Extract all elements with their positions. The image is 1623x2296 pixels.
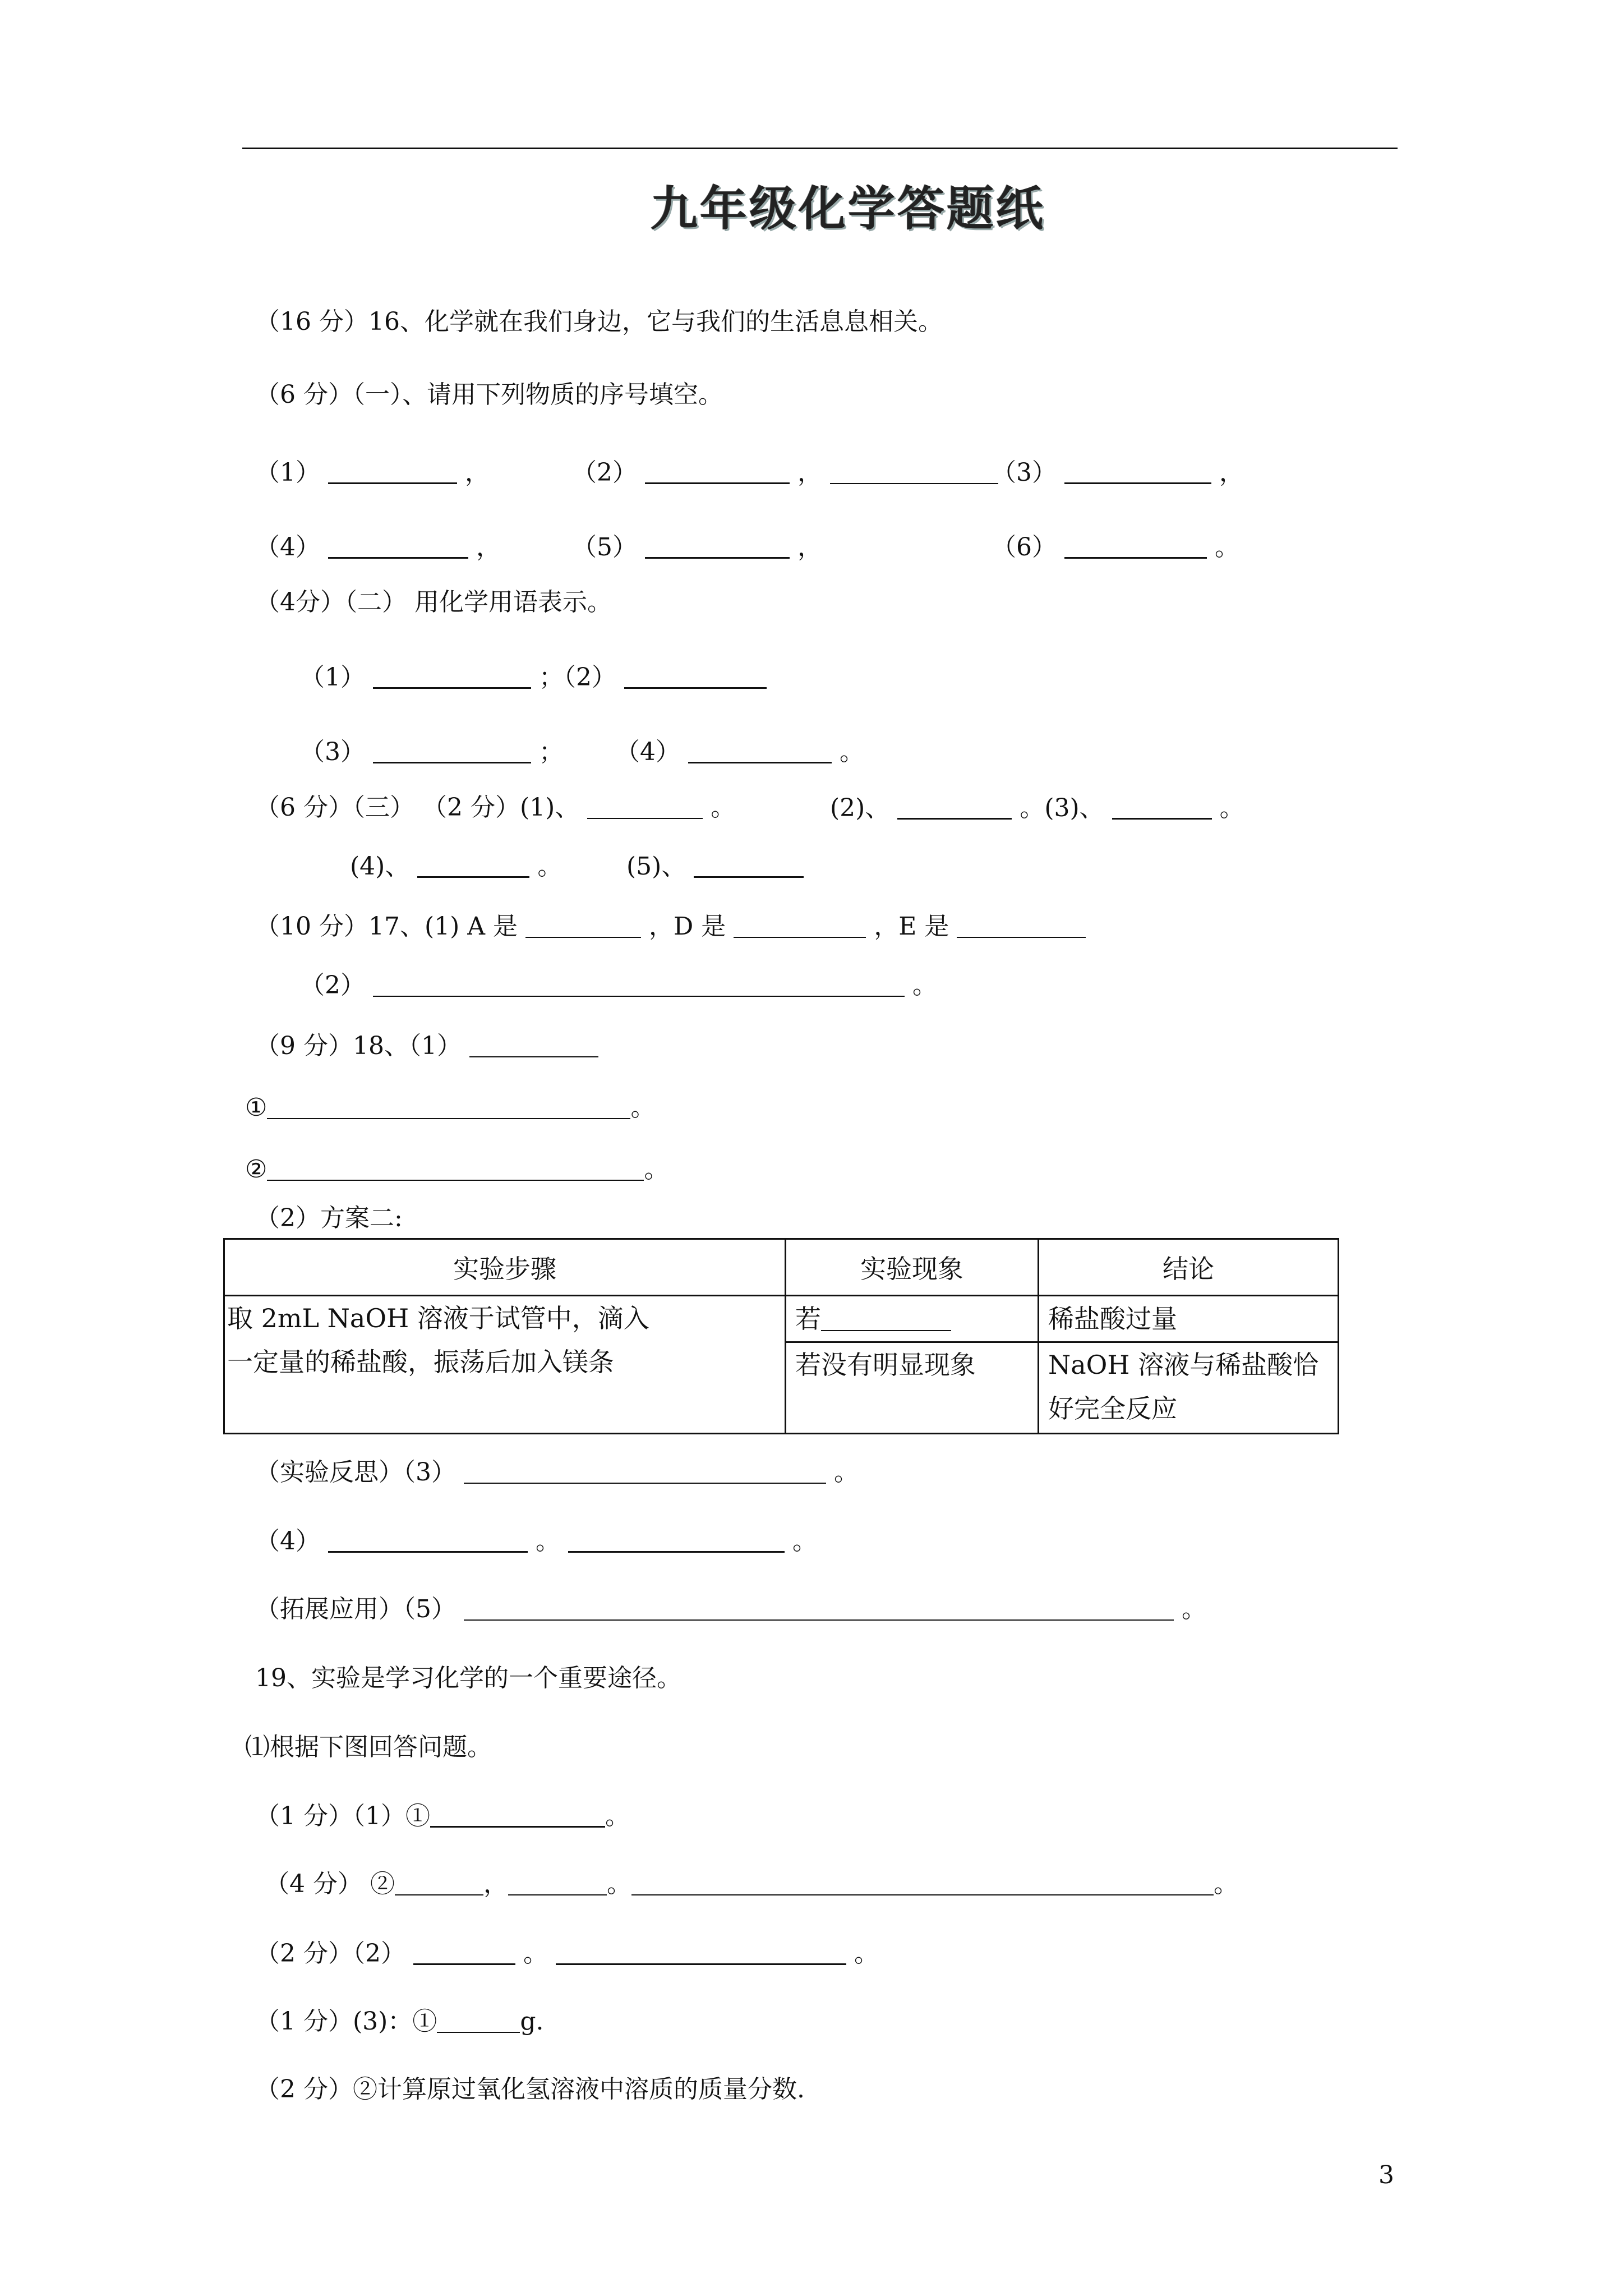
q16-line5: (4)、 。 bbox=[350, 852, 562, 881]
phenomenon-2: 若没有明显现象 bbox=[786, 1342, 1039, 1434]
answer-blank-18-1[interactable] bbox=[469, 1034, 598, 1057]
table-header-row bbox=[224, 1239, 1339, 1296]
q16-part2-heading: （4分）（二） 用化学用语表示。 bbox=[255, 588, 612, 616]
answer-blank-phenomenon[interactable] bbox=[821, 1308, 951, 1331]
answer-blank-4[interactable] bbox=[328, 535, 468, 559]
answer-blank-6[interactable] bbox=[1064, 535, 1207, 559]
answer-blank-13[interactable] bbox=[1112, 795, 1212, 820]
header-phenomena: 实验现象 bbox=[786, 1239, 1039, 1296]
q16-line1c: （3） ， bbox=[992, 458, 1244, 487]
answer-blank-17d[interactable] bbox=[734, 914, 866, 938]
answer-blank-18-3[interactable] bbox=[464, 1460, 826, 1484]
answer-blank-17e[interactable] bbox=[957, 914, 1086, 938]
q16-heading: （16 分）16、化学就在我们身边，它与我们的生活息息相关。 bbox=[255, 307, 943, 336]
answer-blank-18-c2[interactable] bbox=[267, 1157, 644, 1181]
q19-line3: （2 分）（2） 。 。 bbox=[255, 1939, 879, 1968]
q19-line2: （4 分） ② ， 。 。 bbox=[265, 1870, 1238, 1898]
q19-line1: （1 分）（1）① 。 bbox=[255, 1802, 630, 1830]
q18-plan-heading: （2）方案二: bbox=[255, 1204, 403, 1232]
q19-line4: （1 分）(3)：① g. bbox=[255, 2007, 544, 2036]
q16-part1-heading: （6 分）（一）、请用下列物质的序号填空。 bbox=[255, 380, 723, 409]
answer-blank-8[interactable] bbox=[624, 665, 767, 689]
answer-blank-12[interactable] bbox=[897, 795, 1012, 820]
answer-blank-19-2a[interactable] bbox=[395, 1872, 483, 1895]
answer-blank-2a[interactable] bbox=[645, 460, 790, 484]
answer-blank-5[interactable] bbox=[645, 535, 790, 559]
q16-line2: （4） ， bbox=[255, 533, 501, 562]
q16-line4: （3） ； bbox=[300, 738, 564, 766]
q18-reflection: （实验反思）（3） 。 bbox=[255, 1458, 859, 1487]
answer-blank-11[interactable] bbox=[587, 795, 703, 819]
answer-blank-7[interactable] bbox=[373, 665, 531, 689]
q18-line4: （4） 。 。 bbox=[255, 1527, 817, 1556]
conclusion-1: 稀盐酸过量 bbox=[1039, 1296, 1339, 1342]
q18-line1: （9 分）18、（1） bbox=[255, 1034, 598, 1059]
answer-blank-1[interactable] bbox=[328, 460, 457, 484]
q16-line1b: （2） ， bbox=[572, 460, 998, 485]
answer-blank-17-2[interactable] bbox=[373, 973, 905, 997]
answer-blank-17a[interactable] bbox=[525, 914, 641, 938]
q16-line1: （1） ， bbox=[255, 458, 490, 487]
answer-blank-18-5[interactable] bbox=[464, 1597, 1174, 1621]
answer-blank-3[interactable] bbox=[1064, 460, 1211, 484]
header-rule bbox=[242, 148, 1398, 149]
answer-blank-18-4a[interactable] bbox=[328, 1529, 528, 1553]
q16-line2b: （5） ， bbox=[572, 533, 822, 562]
answer-blank-18-4b[interactable] bbox=[568, 1529, 785, 1553]
answer-blank-2b[interactable] bbox=[830, 461, 998, 484]
answer-blank-19-2b[interactable] bbox=[508, 1872, 607, 1895]
q16-line4b: （4） 。 bbox=[615, 738, 864, 766]
answer-blank-10[interactable] bbox=[688, 739, 832, 763]
page-number: 3 bbox=[1378, 2161, 1394, 2189]
q19-sub-heading: ⑴根据下图回答问题。 bbox=[245, 1733, 492, 1761]
answer-blank-15[interactable] bbox=[694, 854, 804, 878]
q16-part3-line: （6 分）（三） （2 分）(1)、 。 bbox=[255, 793, 736, 822]
conclusion-2: NaOH 溶液与稀盐酸恰 好完全反应 bbox=[1039, 1342, 1339, 1434]
answer-blank-19-3b[interactable] bbox=[556, 1941, 846, 1965]
answer-blank-14[interactable] bbox=[417, 854, 529, 878]
q19-heading: 19、实验是学习化学的一个重要途径。 bbox=[255, 1664, 681, 1692]
q16-line5b: (5)、 bbox=[626, 854, 804, 879]
q18-circle1: ① 。 bbox=[245, 1093, 656, 1122]
q16-line3: （1） ；（2） bbox=[300, 665, 767, 690]
answer-blank-19-4[interactable] bbox=[437, 2009, 520, 2033]
q19-line5: （2 分）②计算原过氧化氢溶液中溶质的质量分数. bbox=[255, 2075, 805, 2104]
label: （1） bbox=[255, 458, 320, 487]
answer-blank-19-2c[interactable] bbox=[631, 1872, 1214, 1895]
answer-blank-19-3a[interactable] bbox=[413, 1941, 515, 1965]
phenomenon-1: 若 bbox=[786, 1296, 1039, 1342]
q18-extension: （拓展应用）（5） 。 bbox=[255, 1595, 1206, 1623]
q18-circle2: ② 。 bbox=[245, 1155, 669, 1184]
answer-blank-18-c1[interactable] bbox=[267, 1096, 630, 1119]
answer-blank-9[interactable] bbox=[373, 739, 531, 763]
q16-line2c: （6） 。 bbox=[992, 533, 1239, 562]
header-conclusion: 结论 bbox=[1039, 1239, 1339, 1296]
q16-part3-line-b: (2)、 。(3)、 。 bbox=[830, 794, 1244, 822]
q17-line2: （2） 。 bbox=[300, 971, 937, 1000]
experiment-table bbox=[223, 1238, 1339, 1434]
header-steps: 实验步骤 bbox=[224, 1239, 786, 1296]
answer-blank-19-1[interactable] bbox=[430, 1803, 605, 1828]
page-title: 九年级化学答题纸 bbox=[651, 181, 1046, 236]
q17-line1: （10 分）17、(1) A 是 ，D 是 ，E 是 bbox=[255, 914, 1086, 939]
steps-cell: 取 2mL NaOH 溶液于试管中，滴入 一定量的稀盐酸，振荡后加入镁条 bbox=[224, 1296, 786, 1434]
table-row bbox=[224, 1296, 1339, 1342]
